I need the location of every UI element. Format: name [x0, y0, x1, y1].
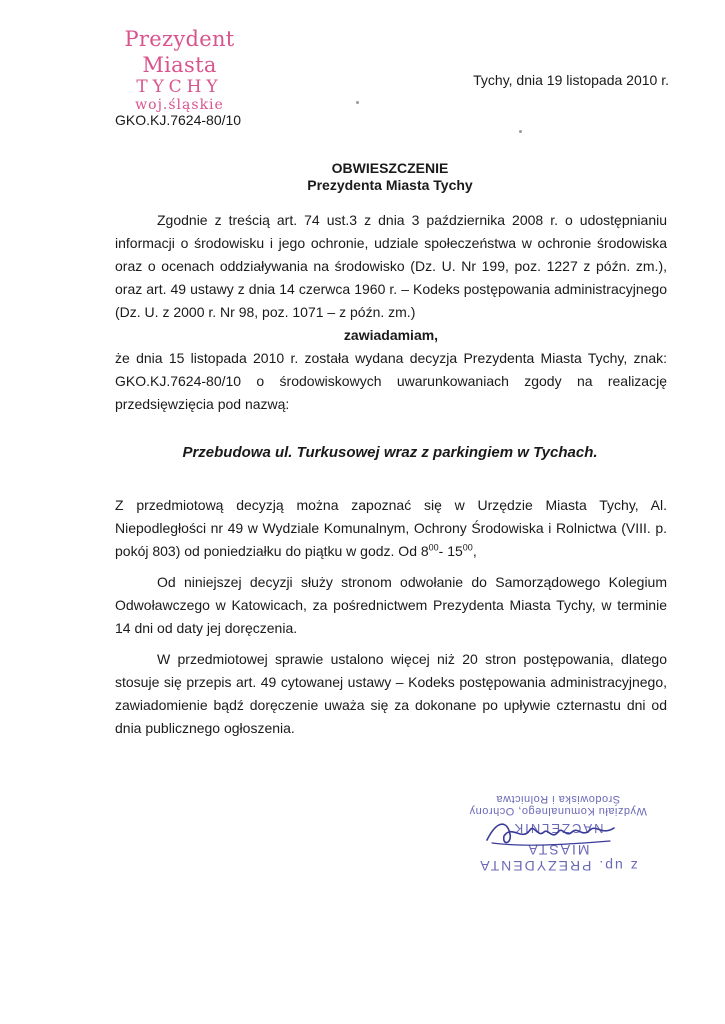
header-stamp [92, 26, 267, 114]
legal-basis-section [115, 209, 667, 416]
header-stamp-line3: woj.śląskie [135, 97, 224, 113]
signature-stamp-line3: z up. PREZYDENTA MIASTA [478, 842, 638, 874]
paragraph-decision: że dnia 15 listopada 2010 r. została wydana decyzja Prezydenta Miasta Tychy, znak: GKO.KJ.7624-80/10 o środowiskowych uwarunkowaniach zgody na realizację przedsięwzięcia pod nazwą: [115, 350, 667, 412]
paragraph-parties: W przedmiotowej sprawie ustalono więcej niż 20 stron postępowania, dlatego stosuje się przepis art. 49 cytowanej ustawy – Kodeks postępowania administracyjnego, zawiadomienie bądź doręczenie uważa się za dokonane po upływie czternastu dni od dnia publicznego ogłoszenia. [115, 651, 667, 736]
hour-mid: - 15 [438, 543, 463, 559]
paragraph-legal-basis: Zgodnie z treścią art. 74 ust.3 z dnia 3 października 2008 r. o udostępnianiu informacji o środowisku i jego ochronie, udziale społeczeństwa w ochronie środowiska oraz o ocenach oddziaływania na środowisko (Dz. U. Nr 199, poz. 1227 z późn. zm.), oraz art. 49 ustawy z dnia 14 czerwca 1960 r. – Kodeks postępowania administracyjnego (Dz. U. z 2000 r. Nr 98, poz. 1071 – z późn. zm.) [115, 212, 667, 320]
notice-title [110, 160, 670, 194]
notice-title-line1: OBWIESZCZENIE [331, 160, 449, 176]
paragraph-access [115, 494, 667, 563]
signature-stamp-line2: NACZELNIK [512, 821, 604, 836]
paragraph-access-text: Z przedmiotową decyzją można zapoznać się w Urzędzie Miasta Tychy, Al. Niepodległości nr 49 w Wydziale Komunalnym, Ochrony Środowiska i Rolnictwa (VIII. p. pokój 803) od poniedziałku do piątku w godz. Od 8 [115, 497, 667, 559]
dateline: Tychy, dnia 19 listopada 2010 r. [473, 72, 669, 88]
paragraph-access-end: , [472, 543, 477, 559]
details-section [115, 494, 667, 740]
scan-speck [519, 130, 522, 133]
reference-number: GKO.KJ.7624-80/10 [115, 112, 242, 128]
signature-stamp-line1: Wydziału Komunalnego, Ochrony Środowiska i Rolnictwa [469, 793, 647, 817]
header-stamp-line2: TYCHY [136, 77, 223, 97]
project-name: Przebudowa ul. Turkusowej wraz z parkingiem w Tychach. [182, 444, 598, 461]
header-stamp-line1: Prezydent Miasta [124, 27, 235, 77]
hour-end-sup: 00 [462, 542, 473, 553]
scan-speck [356, 101, 359, 104]
notice-word: zawiadamiam, [343, 327, 439, 343]
handwritten-signature [482, 812, 622, 852]
hour-start-sup: 00 [428, 542, 439, 553]
paragraph-appeal: Od niniejszej decyzji służy stronom odwołanie do Samorządowego Kolegium Odwoławczego w Katowicach, za pośrednictwem Prezydenta Miasta Tychy, w terminie 14 dni od daty jej doręczenia. [115, 574, 667, 636]
notice-title-line2: Prezydenta Miasta Tychy [307, 177, 473, 193]
